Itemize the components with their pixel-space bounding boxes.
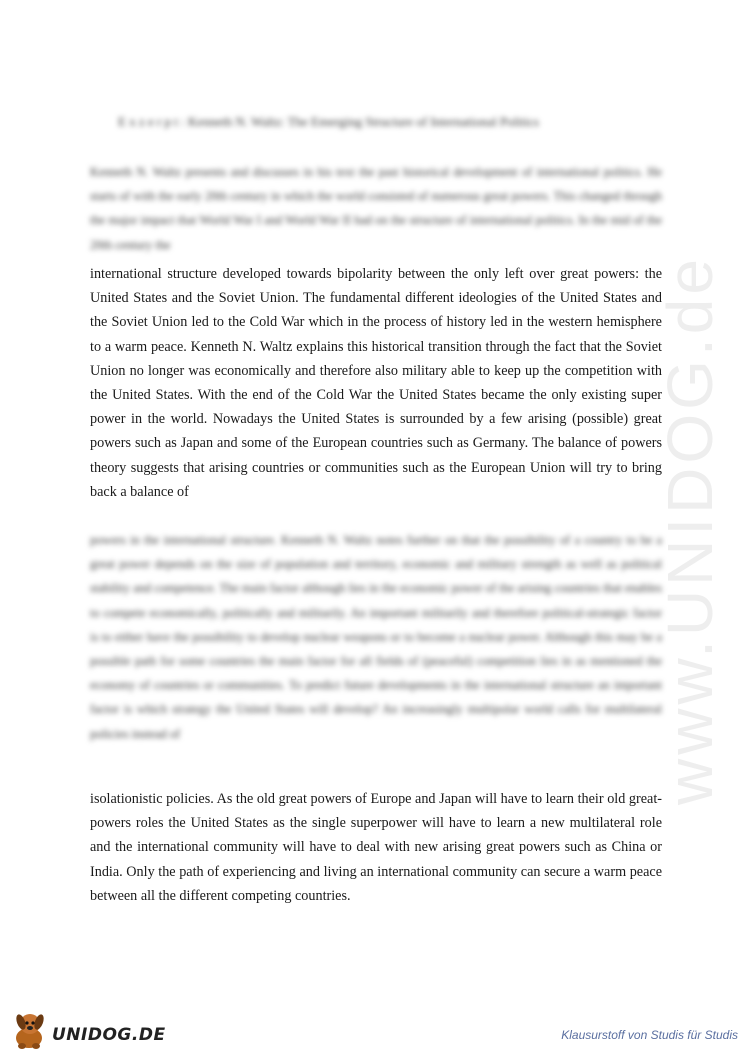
watermark: www.UNIDOG.de	[654, 255, 726, 805]
paragraph-blurred-intro: Kenneth N. Waltz presents and discusses in his text the past historical development of international politics. He starts of with the early 20th century in which the world consisted of numerous great powers. This changed through the major impact that World War I and World War II had on the structure of international politics. In the mid of the 20th century the	[90, 165, 662, 252]
paragraph-blurred-middle: powers in the international structure. Kenneth N. Waltz notes further on that the possibility of a country to be a great power depends on the size of population and territory, economic and military strength as well as political stability and competence. The main factor although lies in the economic power of the arising countries that enables to compete economically, politically and militarily. An important militarily and therefore political-strategic factor is to either have the possibility to develop nuclear weapons or to become a nuclear power. Although this may be a possible path for some countries the main factor for all fields of (peaceful) competition lies in as mentioned the economy of countries or communities. To predict future developments in the international structure an important factor is which strategy the United States will develop? An increasingly multipolar world calls for multilateral policies instead of	[90, 533, 662, 741]
unidog-logo[interactable]	[8, 1008, 178, 1052]
document-title: E x z e r p t : Kenneth N. Waltz: The Emerging Structure of International Politics	[118, 114, 539, 129]
paragraph-visible-main: international structure developed towards bipolarity between the only left over great powers: the United States and the Soviet Union. The fundamental different ideologies of the United States and the Soviet Union led to the Cold War which in the process of history led in the western hemisphere to a warm peace. Kenneth N. Waltz explains this historical transition through the fact that the Soviet Union no longer was economically and therefore also military able to keep up the competition with the United States. With the end of the Cold War the United States became the only existing super power in the world. Nowadays the United States is surrounded by a few arising (possible) great powers such as Japan and some of the European countries such as Germany. The balance of powers theory suggests that arising countries or communities such as the European Union will try to bring back a balance of	[90, 266, 662, 500]
footer-tagline: Klausurstoff von Studis für Studis	[561, 1028, 738, 1042]
paragraph-visible-conclusion: isolationistic policies. As the old great powers of Europe and Japan will have to learn their old great-powers roles the United States as the single superpower will have to learn a new multilateral role and the international community will have to deal with new arising great powers such as China or India. Only the path of experiencing and living an international community can secure a warm peace between all the different competing countries.	[90, 791, 662, 904]
dog-mascot-icon	[8, 1008, 50, 1052]
logo-text: UNIDOG.DE	[52, 1025, 166, 1045]
